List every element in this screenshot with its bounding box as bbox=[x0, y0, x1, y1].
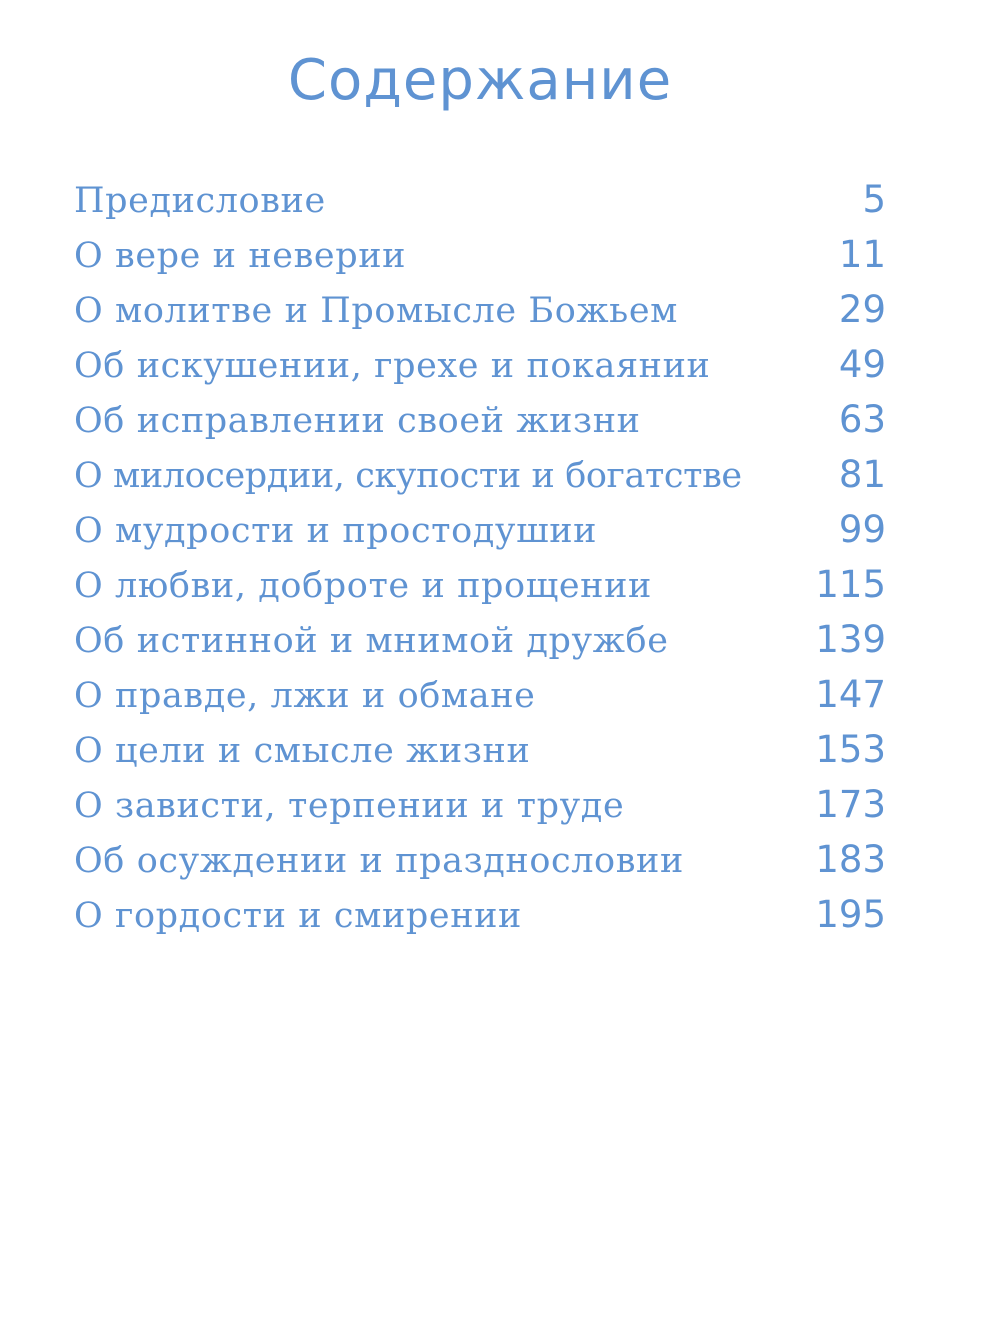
toc-entry-label: О любви, доброте и прощении bbox=[74, 566, 652, 606]
toc-entry bbox=[74, 722, 886, 777]
toc-entry bbox=[74, 337, 886, 392]
toc-entry-page: 81 bbox=[838, 453, 886, 496]
toc-entry bbox=[74, 227, 886, 282]
toc-entry-label: Об истинной и мнимой дружбе bbox=[74, 621, 669, 661]
toc-entry-page: 49 bbox=[838, 343, 886, 386]
toc-entry-label: Об исправлении своей жизни bbox=[74, 401, 641, 441]
toc-entry-page: 99 bbox=[838, 508, 886, 551]
toc-entry bbox=[74, 282, 886, 337]
toc-entry bbox=[74, 887, 886, 942]
toc-entry bbox=[74, 172, 886, 227]
toc-entry bbox=[74, 557, 886, 612]
toc-entry-page: 11 bbox=[838, 233, 886, 276]
toc-entry bbox=[74, 612, 886, 667]
toc-entry-page: 29 bbox=[838, 288, 886, 331]
toc-entry bbox=[74, 832, 886, 887]
toc-entry-label: О милосердии, скупости и богатстве bbox=[74, 456, 742, 496]
toc-entry-label: О молитве и Промысле Божьем bbox=[74, 291, 678, 331]
toc-entry-label: О зависти, терпении и труде bbox=[74, 786, 625, 826]
toc-entry bbox=[74, 777, 886, 832]
toc-entry-page: 5 bbox=[862, 178, 886, 221]
toc-entry bbox=[74, 502, 886, 557]
toc-entry-label: О мудрости и простодушии bbox=[74, 511, 598, 551]
toc-entry bbox=[74, 392, 886, 447]
toc-entry-page: 173 bbox=[815, 783, 886, 826]
toc-entry-page: 63 bbox=[838, 398, 886, 441]
toc-entry-label: Предисловие bbox=[74, 181, 326, 221]
toc-entry-page: 195 bbox=[815, 893, 886, 936]
toc-entry-label: Об осуждении и празднословии bbox=[74, 841, 684, 881]
toc-entry-label: О правде, лжи и обмане bbox=[74, 676, 536, 716]
toc-entry-page: 147 bbox=[815, 673, 886, 716]
toc-entry-page: 139 bbox=[815, 618, 886, 661]
toc-entry-label: О вере и неверии bbox=[74, 236, 407, 276]
page-title: Содержание bbox=[287, 48, 673, 113]
toc-entry-page: 153 bbox=[815, 728, 886, 771]
toc-entry bbox=[74, 667, 886, 722]
toc-entry-label: О гордости и смирении bbox=[74, 896, 522, 936]
toc-entry-page: 115 bbox=[815, 563, 886, 606]
toc-entry-page: 183 bbox=[815, 838, 886, 881]
toc-entry-label: О цели и смысле жизни bbox=[74, 731, 531, 771]
toc-entry-label: Об искушении, грехе и покаянии bbox=[74, 346, 711, 386]
table-of-contents bbox=[74, 172, 886, 942]
toc-entry bbox=[74, 447, 886, 502]
